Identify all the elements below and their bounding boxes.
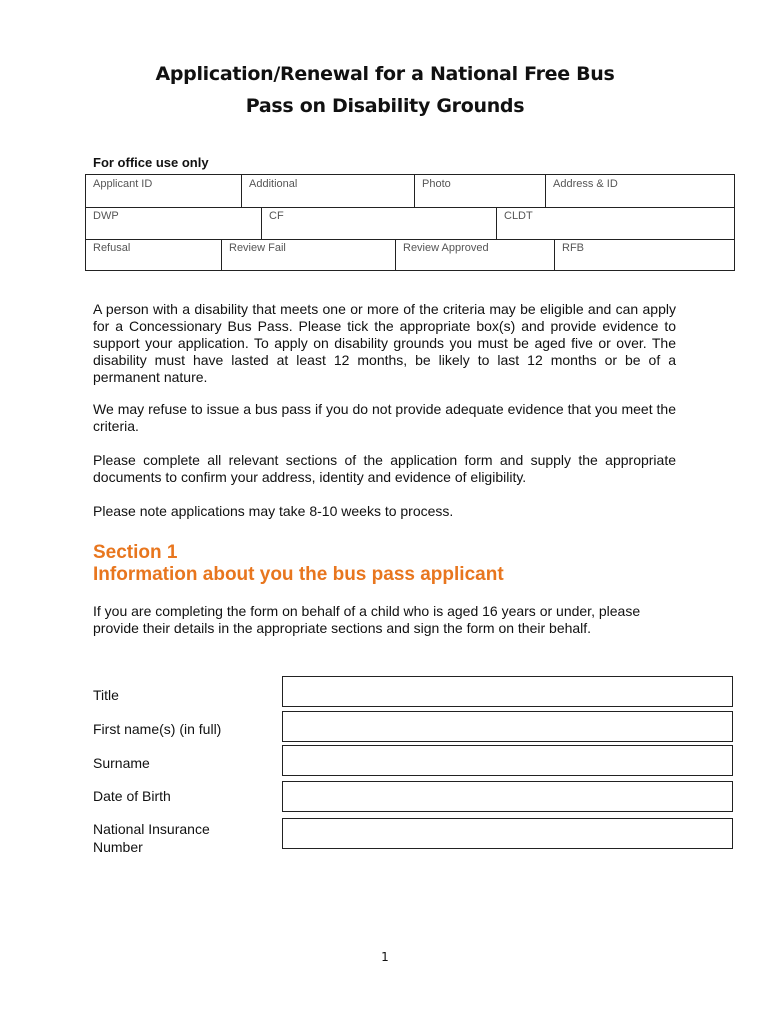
national-insurance-input[interactable] (282, 818, 733, 849)
section-1-note: If you are completing the form on behalf of a child who is aged 16 years or under, please provide their details in the appropriate sections and sign the form on their behalf. (93, 603, 641, 636)
title-input[interactable] (282, 676, 733, 707)
first-name-input[interactable] (282, 711, 733, 742)
office-row-3 (86, 239, 734, 271)
office-cell-cldt: CLDT (496, 207, 734, 239)
national-insurance-label: National Insurance Number (93, 821, 210, 855)
intro-paragraph-3: Please complete all relevant sections of the application form and supply the appropriate documents to confirm your address, identity and evidence of eligibility. (93, 452, 676, 485)
office-row-1 (86, 175, 734, 208)
office-cell-applicant-id: Applicant ID (93, 178, 153, 190)
form-title (0, 58, 770, 122)
date-of-birth-label: Date of Birth (93, 788, 171, 804)
office-cell-photo: Photo (414, 175, 545, 207)
office-cell-refusal: Refusal (93, 242, 131, 254)
section-1-number: Section 1 (93, 542, 178, 563)
office-cell-review-approved: Review Approved (395, 239, 554, 271)
date-of-birth-input[interactable] (282, 781, 733, 812)
office-use-table (85, 174, 735, 271)
intro-paragraph-4: Please note applications may take 8-10 weeks to process. (93, 503, 454, 519)
intro-paragraph-2: We may refuse to issue a bus pass if you do not provide adequate evidence that you meet the criteria. (93, 401, 676, 434)
intro-paragraph-1: A person with a disability that meets one or more of the criteria may be eligible and can apply for a Concessionary Bus Pass. Please tick the appropriate box(s) and provide evidence to support your application. To apply on disability grounds you must be aged five or over. The disability must have lasted at least 12 months, be likely to last 12 months or be of a permanent nature. (93, 301, 676, 385)
office-row-2 (86, 207, 734, 240)
form-title-line-2: Pass on Disability Grounds (245, 95, 525, 117)
surname-label: Surname (93, 755, 150, 771)
office-cell-additional: Additional (241, 175, 414, 207)
office-cell-dwp: DWP (93, 210, 119, 222)
page-number: 1 (381, 950, 389, 964)
office-cell-rfb: RFB (554, 239, 734, 271)
office-use-label: For office use only (93, 155, 209, 170)
office-cell-review-fail: Review Fail (221, 239, 395, 271)
surname-input[interactable] (282, 745, 733, 776)
section-1-heading: Information about you the bus pass applicant (93, 564, 504, 585)
title-label: Title (93, 687, 119, 703)
office-cell-cf: CF (261, 207, 496, 239)
form-title-line-1: Application/Renewal for a National Free Bus (155, 63, 615, 85)
office-cell-address-id: Address & ID (545, 175, 734, 207)
first-name-label: First name(s) (in full) (93, 721, 222, 737)
